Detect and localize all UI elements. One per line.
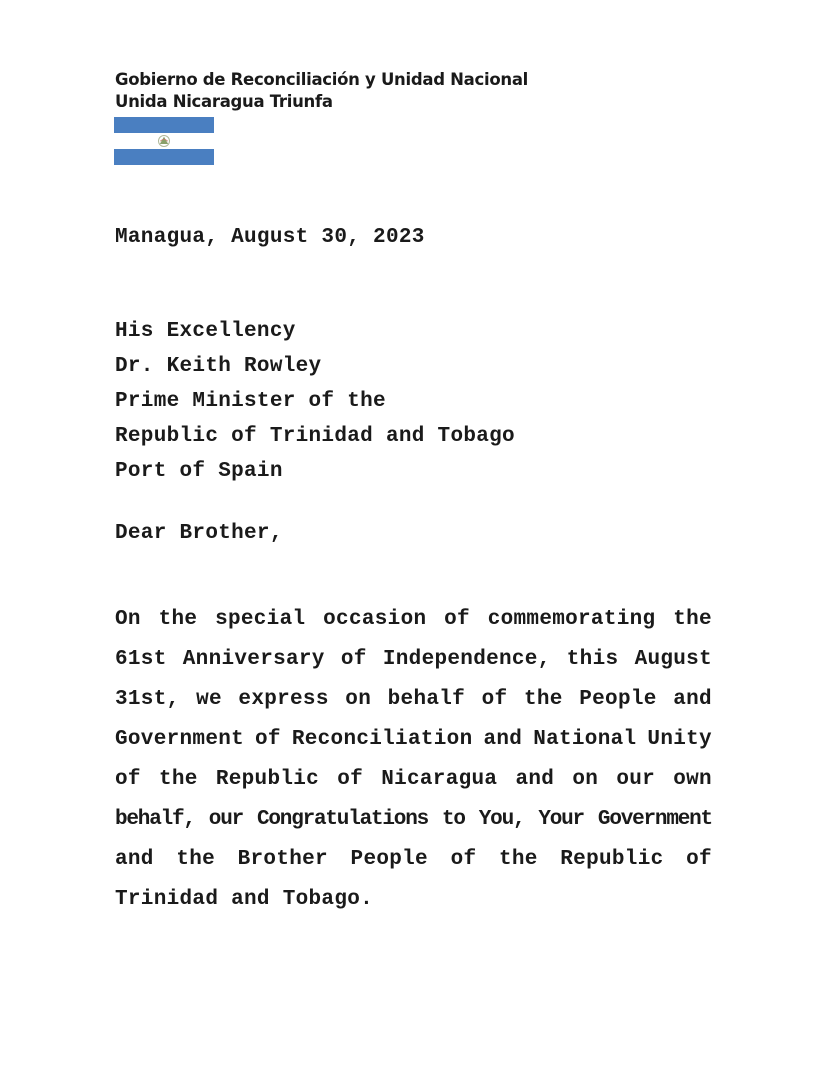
addressee-line: Prime Minister of the bbox=[115, 390, 386, 413]
body-line bbox=[115, 800, 712, 840]
body-line bbox=[115, 760, 712, 800]
body-word: the bbox=[176, 848, 216, 871]
body-word: Republic bbox=[560, 848, 664, 871]
body-line bbox=[115, 720, 712, 760]
body-word: Reconciliation bbox=[291, 728, 473, 751]
body-line bbox=[115, 840, 712, 880]
body-word: Brother bbox=[237, 848, 328, 871]
body-word: of bbox=[115, 768, 141, 791]
body-word: express bbox=[238, 688, 329, 711]
body-word: on bbox=[572, 768, 599, 791]
body-word: the bbox=[498, 848, 538, 871]
body-word: People bbox=[350, 848, 428, 871]
body-line bbox=[115, 680, 712, 720]
body-word: the bbox=[673, 608, 712, 631]
flag-top-stripe bbox=[114, 117, 214, 133]
body-line bbox=[115, 880, 712, 920]
body-word: and bbox=[483, 728, 523, 751]
body-word: Nicaragua bbox=[381, 768, 498, 791]
addressee-line: Port of Spain bbox=[115, 460, 283, 483]
letterhead-government-name: Gobierno de Reconciliación y Unidad Nacional bbox=[115, 70, 529, 89]
body-word: Independence, bbox=[382, 648, 551, 671]
body-word: Your bbox=[538, 808, 584, 831]
body-word: the bbox=[523, 688, 563, 711]
body-word: Republic bbox=[215, 768, 320, 791]
body-word: this bbox=[566, 648, 619, 671]
body-word: behalf bbox=[387, 688, 466, 711]
flag-bottom-stripe bbox=[114, 149, 214, 165]
body-word: on bbox=[345, 688, 372, 711]
body-word: of bbox=[255, 728, 281, 751]
letterhead-slogan: Unida Nicaragua Triunfa bbox=[115, 92, 333, 111]
nicaragua-flag-icon bbox=[114, 117, 214, 165]
body-word: and bbox=[515, 768, 555, 791]
body-word: to bbox=[441, 808, 465, 831]
body-word: behalf, bbox=[115, 808, 195, 831]
body-line bbox=[115, 600, 712, 640]
letterhead bbox=[115, 69, 528, 113]
body-word: National bbox=[533, 728, 637, 751]
body-word: our bbox=[208, 808, 244, 831]
body-word: Government bbox=[115, 728, 245, 751]
body-word: special bbox=[215, 608, 306, 631]
body-word: of bbox=[450, 848, 477, 871]
body-word: August bbox=[634, 648, 712, 671]
salutation: Dear Brother, bbox=[115, 522, 283, 545]
body-word: of bbox=[481, 688, 508, 711]
body-word: Government bbox=[597, 808, 712, 831]
body-word: On bbox=[115, 608, 141, 631]
body-word: of bbox=[337, 768, 364, 791]
addressee-line: Republic of Trinidad and Tobago bbox=[115, 425, 515, 448]
body-word: and bbox=[115, 848, 154, 871]
body-word: commemorating bbox=[487, 608, 656, 631]
letter-body bbox=[115, 600, 712, 920]
body-word: 31st, bbox=[115, 688, 180, 711]
addressee-block bbox=[115, 314, 515, 489]
body-word: of bbox=[686, 848, 712, 871]
body-word: own bbox=[673, 768, 712, 791]
body-word: occasion bbox=[323, 608, 427, 631]
body-word: the bbox=[158, 768, 198, 791]
addressee-line: Dr. Keith Rowley bbox=[115, 355, 322, 378]
body-word: You, bbox=[478, 808, 525, 831]
body-word: we bbox=[196, 688, 222, 711]
body-word: of bbox=[340, 648, 367, 671]
body-word: 61st bbox=[115, 648, 167, 671]
body-word: People bbox=[579, 688, 657, 711]
body-word: of bbox=[444, 608, 470, 631]
body-word: the bbox=[158, 608, 198, 631]
body-line bbox=[115, 640, 712, 680]
body-word: Trinidad and Tobago. bbox=[115, 888, 374, 911]
body-word: Anniversary bbox=[182, 648, 325, 671]
body-word: Unity bbox=[647, 728, 712, 751]
addressee-line: His Excellency bbox=[115, 320, 296, 343]
body-word: and bbox=[673, 688, 712, 711]
body-word: Congratulations bbox=[256, 808, 429, 831]
body-word: our bbox=[616, 768, 656, 791]
letter-date: Managua, August 30, 2023 bbox=[115, 226, 425, 249]
